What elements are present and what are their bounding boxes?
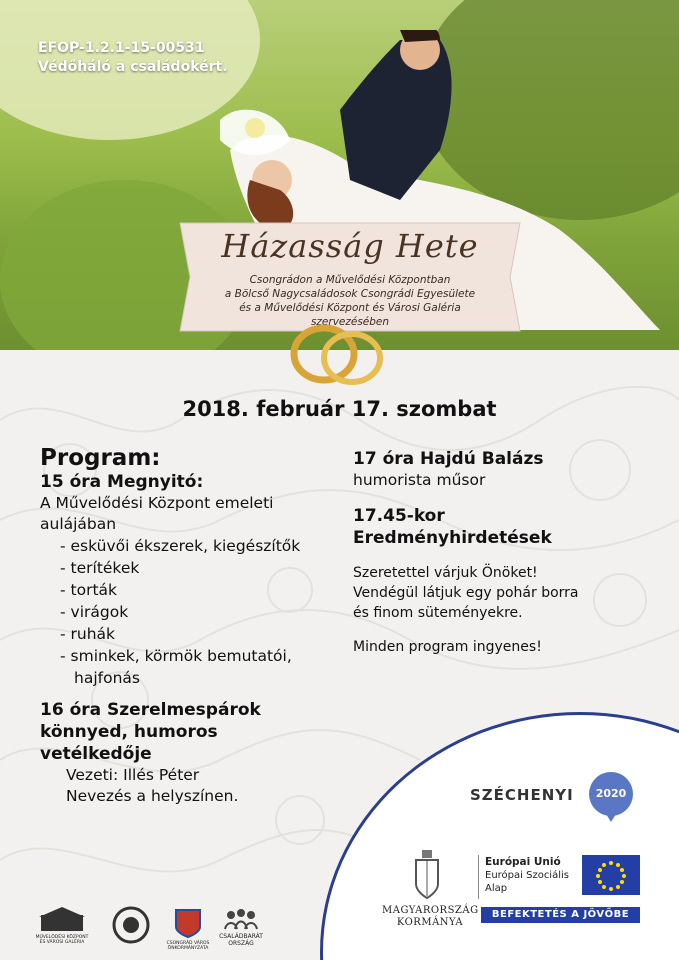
program-column [40, 445, 340, 807]
opening-place: A Művelődési Központ emeleti [40, 494, 274, 512]
welcome-line: Szeretettel várjuk Önöket! [353, 565, 538, 581]
opening-place: aulájában [40, 515, 117, 533]
eu-line: Alap [485, 883, 508, 894]
cultural-center-logo [34, 907, 90, 945]
results-time: 17.45-kor [353, 506, 445, 526]
hungary-gov-line: MAGYARORSZÁG [382, 905, 479, 916]
quiz-host: Vezeti: Illés Péter [66, 766, 200, 784]
logo-caption: ORSZÁG [228, 940, 254, 947]
eu-flag-icon [582, 855, 640, 895]
quiz-title: 16 óra Szerelmespárok [40, 700, 261, 720]
comedy-subtitle: humorista műsor [353, 471, 486, 489]
program-heading: Program: [40, 445, 161, 471]
organizer-line: és a Művelődési Központ és Városi Galéria [239, 302, 461, 314]
schedule-column [353, 448, 653, 657]
eu-fund-text [485, 856, 569, 895]
exhibit-list [40, 535, 340, 689]
list-item: - terítékek [60, 559, 140, 577]
eu-line: Európai Szociális [485, 870, 569, 881]
quiz-title: könnyed, humoros [40, 722, 218, 742]
organizer-line: a Bölcső Nagycsaládosok Csongrádi Egyesülete [224, 288, 476, 300]
comedy-title: 17 óra Hajdú Balázs [353, 449, 544, 469]
list-item: - ruhák [60, 625, 116, 643]
divider [478, 855, 479, 899]
organizer-line: Csongrádon a Művelődési Központban [249, 274, 451, 286]
wedding-rings-icon [288, 318, 388, 390]
bolcso-association-logo [106, 905, 156, 947]
szechenyi-pin-icon [589, 772, 633, 816]
opening-title: 15 óra Megnyitó: [40, 472, 204, 492]
hungary-gov-line: KORMÁNYA [396, 917, 464, 928]
logo-caption: CSONGRÁD VÁROS ÖNKORMÁNYZATA [166, 941, 210, 951]
event-title: Házasság Hete [221, 227, 479, 265]
hungary-government [382, 905, 478, 929]
invest-banner: BEFEKTETÉS A JÖVŐBE [481, 907, 640, 923]
list-item: - sminkek, körmök bemutatói, hajfonás [60, 647, 292, 687]
logo-caption: MŰVELŐDÉSI KÖZPONT ÉS VÁROSI GALÉRIA [35, 935, 89, 945]
eu-line: Európai Unió [485, 856, 561, 868]
quiz-signup: Nevezés a helyszínen. [66, 787, 239, 805]
szechenyi-year: 2020 [595, 787, 627, 800]
szechenyi-logo-text: SZÉCHENYI [470, 786, 574, 804]
project-code: EFOP-1.2.1-15-00531 [38, 40, 205, 56]
csongrad-city-logo [160, 907, 216, 951]
results-title: Eredményhirdetések [353, 528, 552, 548]
quiz-title: vetélkedője [40, 744, 152, 764]
event-date: 2018. február 17. szombat [182, 397, 497, 421]
family-friendly-logo [216, 907, 266, 947]
free-entry-note: Minden program ingyenes! [353, 639, 542, 655]
welcome-line: és finom süteményekre. [353, 605, 523, 621]
list-item: - torták [60, 581, 118, 599]
project-info [38, 39, 228, 77]
welcome-line: Vendégül látjuk egy pohár borra [353, 585, 579, 601]
list-item: - esküvői ékszerek, kiegészítők [60, 537, 301, 555]
hungary-crest-icon [414, 850, 440, 900]
organizer-line: szervezésében [310, 316, 390, 328]
project-name: Védőháló a családokért. [38, 59, 228, 75]
list-item: - virágok [60, 603, 129, 621]
logo-caption: CSALÁDBARÁT [219, 933, 263, 940]
